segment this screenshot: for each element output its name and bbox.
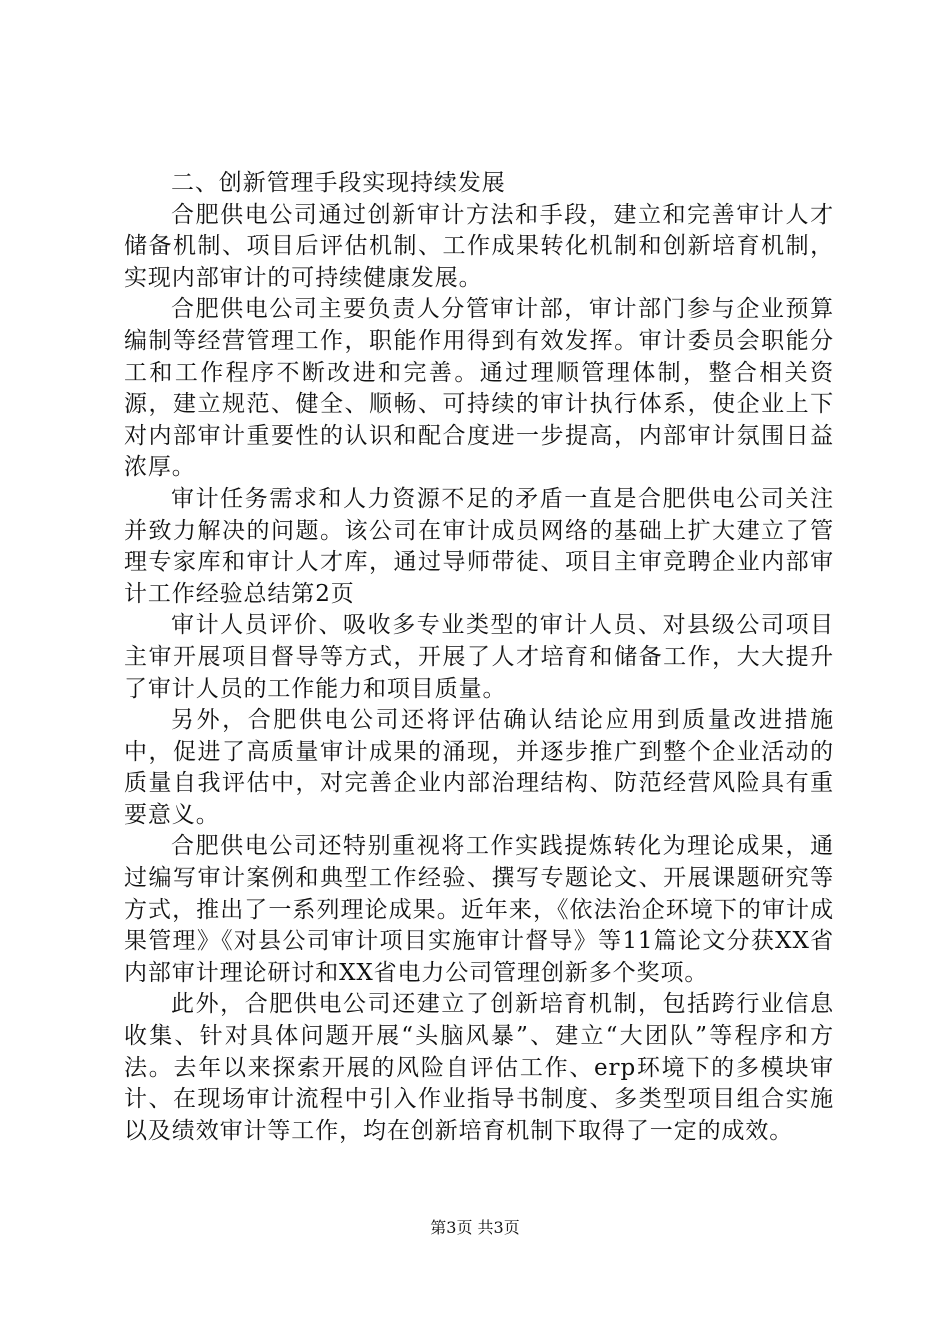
body-paragraph: 审计任务需求和人力资源不足的矛盾一直是合肥供电公司关注并致力解决的问题。该公司在审计成员网络的基础上扩大建立了管理专家库和审计人才库，通过导师带徒、项目主审竞聘企业内部审计工作经验总结第2页 bbox=[124, 485, 834, 607]
body-paragraph: 合肥供电公司通过创新审计方法和手段，建立和完善审计人才储备机制、项目后评估机制、工作成果转化机制和创新培育机制，实现内部审计的可持续健康发展。 bbox=[124, 201, 834, 291]
body-paragraph: 此外，合肥供电公司还建立了创新培育机制，包括跨行业信息收集、针对具体问题开展“头脑风暴”、建立“大团队”等程序和方法。去年以来探索开展的风险自评估工作、erp环境下的多模块审计、在现场审计流程中引入作业指导书制度、多类型项目组合实施以及绩效审计等工作，均在创新培育机制下取得了一定的成效。 bbox=[124, 991, 834, 1144]
body-paragraph: 审计人员评价、吸收多专业类型的审计人员、对县级公司项目主审开展项目督导等方式，开展了人才培育和储备工作，大大提升了审计人员的工作能力和项目质量。 bbox=[124, 612, 834, 702]
body-paragraph: 合肥供电公司主要负责人分管审计部，审计部门参与企业预算编制等经营管理工作，职能作用得到有效发挥。审计委员会职能分工和工作程序不断改进和完善。通过理顺管理体制，整合相关资源，建立规范、健全、顺畅、可持续的审计执行体系，使企业上下对内部审计重要性的认识和配合度进一步提高，内部审计氛围日益浓厚。 bbox=[124, 296, 834, 481]
body-paragraph: 合肥供电公司还特别重视将工作实践提炼转化为理论成果，通过编写审计案例和典型工作经验、撰写专题论文、开展课题研究等方式，推出了一系列理论成果。近年来，《依法治企环境下的审计成果管理》《对县公司审计项目实施审计督导》等11篇论文分获XX省内部审计理论研讨和XX省电力公司管理创新多个奖项。 bbox=[124, 833, 834, 986]
body-paragraph: 另外，合肥供电公司还将评估确认结论应用到质量改进措施中，促进了高质量审计成果的涌现，并逐步推广到整个企业活动的质量自我评估中，对完善企业内部治理结构、防范经营风险具有重要意义。 bbox=[124, 707, 834, 828]
page-footer: 第3页 共3页 bbox=[430, 1218, 520, 1237]
section-heading: 二、创新管理手段实现持续发展 bbox=[171, 170, 506, 196]
document-body bbox=[124, 168, 834, 1147]
